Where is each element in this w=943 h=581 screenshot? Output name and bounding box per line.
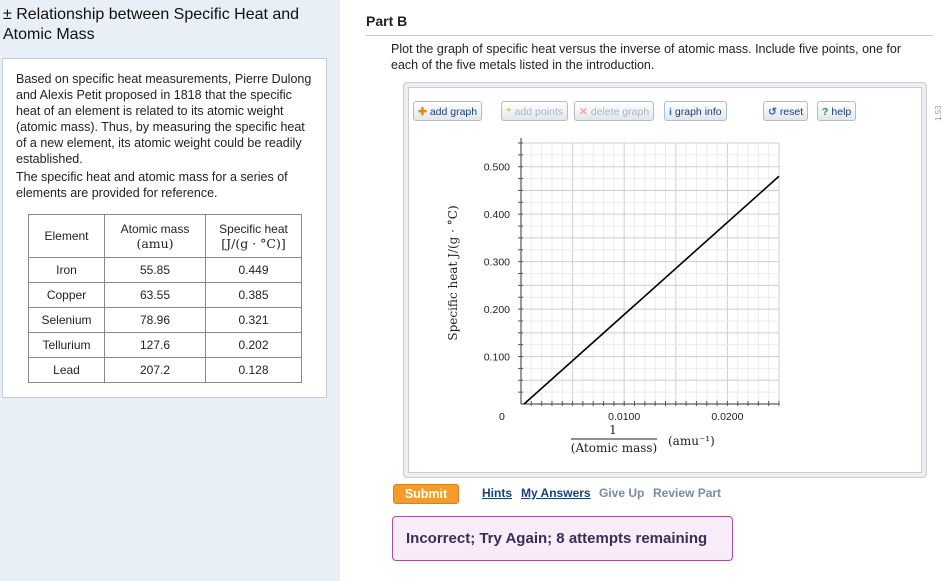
x-tick-label: 0.0100 — [608, 411, 641, 423]
version-label: 1.53 — [934, 105, 943, 121]
header-specific-heat — [206, 215, 302, 258]
close-icon: ✕ — [579, 106, 588, 118]
y-tick-label: 0.400 — [483, 209, 510, 222]
problem-title: ± Relationship between Specific Heat and Atomic Mass — [3, 6, 300, 43]
x-axis-label-denominator: (Atomic mass) — [570, 441, 658, 455]
cell-specific-heat: 0.385 — [206, 283, 302, 308]
graph-frame — [403, 82, 943, 478]
add-points-label: add points — [514, 106, 564, 118]
hints-link[interactable]: Hints — [482, 486, 512, 500]
y-tick-label: 0.100 — [483, 351, 510, 364]
cell-element: Selenium — [29, 308, 105, 333]
help-icon: ? — [822, 106, 829, 118]
y-axis-label: Specific heat J/(g · °C) — [446, 205, 460, 341]
add-points-icon: ⁺ — [506, 106, 512, 118]
header-specific-heat-label: Specific heat — [219, 221, 288, 236]
intro-paragraph-1: Based on specific heat measurements, Pierre Dulong and Alexis Petit proposed in 1818 that the specific heat of an element is related to its atomic weight (atomic mass). Thus, by measuring the specific heat of a new element, its atomic weight could be readily established. — [16, 72, 312, 166]
y-tick-label: 0.200 — [483, 304, 510, 317]
cell-specific-heat: 0.449 — [206, 258, 302, 283]
graph-info-label: graph info — [674, 106, 722, 118]
x-tick-label: 0.0200 — [711, 411, 744, 423]
graph-plot[interactable] — [409, 88, 921, 472]
part-b-heading: Part B — [366, 13, 408, 29]
divider — [366, 35, 933, 36]
element-table — [28, 214, 302, 383]
plot-labels — [446, 162, 744, 455]
cell-atomic-mass: 55.85 — [105, 258, 206, 283]
submit-button[interactable]: Submit — [393, 484, 459, 504]
help-label: help — [831, 106, 852, 118]
my-answers-link[interactable]: My Answers — [521, 486, 591, 500]
reset-icon: ↺ — [768, 106, 777, 118]
cell-atomic-mass: 63.55 — [105, 283, 206, 308]
cell-element: Tellurium — [29, 333, 105, 358]
intro-paragraph-2: The specific heat and atomic mass for a series of elements are provided for reference. — [16, 170, 288, 200]
header-atomic-mass — [105, 215, 206, 258]
header-element: Element — [29, 215, 105, 258]
right-panel — [340, 0, 943, 581]
table-row — [29, 258, 302, 283]
y-tick-label: 0.500 — [483, 161, 510, 174]
review-part-link[interactable]: Review Part — [653, 486, 722, 500]
table-row — [29, 283, 302, 308]
table-row — [29, 333, 302, 358]
cell-specific-heat: 0.321 — [206, 308, 302, 333]
y-tick-label: 0.300 — [483, 256, 510, 269]
part-b-prompt: Plot the graph of specific heat versus the inverse of atomic mass. Include five points, one for each of the five metals listed in the introduction. — [391, 42, 901, 72]
left-panel — [0, 0, 340, 581]
table-row — [29, 358, 302, 383]
plus-icon: ✚ — [418, 106, 427, 118]
plot-grid — [518, 138, 779, 406]
delete-graph-label: delete graph — [590, 106, 650, 118]
reset-label: reset — [779, 106, 804, 118]
info-icon: i — [669, 106, 672, 118]
x-axis-label-numerator: 1 — [609, 423, 617, 437]
cell-specific-heat: 0.128 — [206, 358, 302, 383]
add-graph-label: add graph — [429, 106, 478, 118]
cell-atomic-mass: 207.2 — [105, 358, 206, 383]
header-atomic-mass-label: Atomic mass — [120, 221, 190, 236]
x-tick-label: 0 — [499, 411, 505, 423]
cell-atomic-mass: 78.96 — [105, 308, 206, 333]
cell-element: Iron — [29, 258, 105, 283]
cell-element: Lead — [29, 358, 105, 383]
graph-panel — [408, 87, 943, 473]
table-row — [29, 308, 302, 333]
give-up-link[interactable]: Give Up — [599, 486, 645, 500]
header-specific-heat-unit: [J/(g · °C)] — [221, 235, 286, 251]
cell-specific-heat: 0.202 — [206, 333, 302, 358]
intro-box — [2, 58, 327, 398]
feedback-box: Incorrect; Try Again; 8 attempts remaining — [392, 516, 733, 561]
cell-atomic-mass: 127.6 — [105, 333, 206, 358]
x-axis-label-unit: (amu⁻¹) — [668, 434, 715, 448]
cell-element: Copper — [29, 283, 105, 308]
header-atomic-mass-unit: (amu) — [136, 235, 174, 251]
